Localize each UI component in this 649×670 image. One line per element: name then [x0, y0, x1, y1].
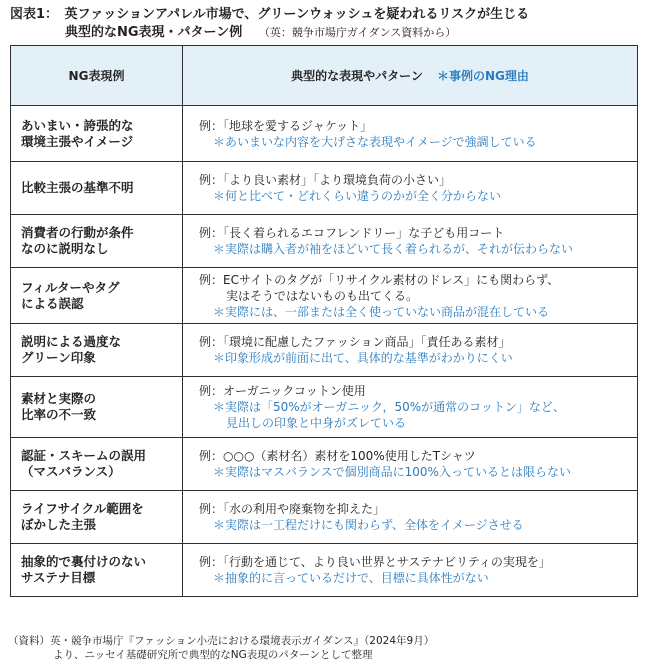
ng-reason-text	[199, 350, 637, 366]
example-text-line: 例：「環境に配慮したファッション商品」「責任ある素材」	[199, 335, 511, 349]
pattern-cell	[183, 162, 638, 215]
ng-reason-text-line: ＊印象形成が前面に出て、具体的な基準がわかりにくい	[213, 351, 513, 365]
ng-expression-label-line: 認証・スキームの誤用	[21, 448, 147, 463]
ng-expression-label	[11, 215, 183, 268]
table-row	[11, 162, 638, 215]
example-text	[199, 272, 637, 288]
table-row	[11, 377, 638, 438]
header-typical-pattern	[183, 46, 638, 106]
ng-expression-label-line: ライフサイクル範囲を	[21, 501, 144, 516]
pattern-cell	[183, 438, 638, 491]
example-text	[199, 172, 637, 188]
ng-expression-label	[11, 106, 183, 162]
example-text	[199, 288, 637, 304]
ng-expression-label-line: 説明による過度な	[21, 334, 122, 349]
figure-title	[10, 6, 640, 42]
title-note: （英：競争市場庁ガイダンス資料から）	[258, 26, 457, 39]
table-row	[11, 324, 638, 377]
ng-reason-text-line: ＊実際には、一部または全く使っていない商品が混在している	[213, 304, 550, 319]
ng-reason-text	[199, 464, 637, 480]
pattern-cell	[183, 491, 638, 544]
ng-reason-text-line: ＊あいまいな内容を大げさな表現やイメージで強調している	[213, 134, 537, 149]
ng-expression-label-line: フィルターやタグ	[21, 279, 120, 295]
ng-reason-text	[199, 399, 637, 415]
ng-reason-text-line: ＊実際は「50%がオーガニック，50%が通常のコットン」など、	[213, 400, 565, 414]
ng-expression-label-line: 消費者の行動が条件	[21, 225, 134, 240]
example-text-line: 例：「地球を愛するジャケット」	[199, 118, 373, 133]
pattern-cell	[183, 544, 638, 597]
example-text-line: 例：オーガニックコットン使用	[199, 384, 366, 398]
ng-expression-label	[11, 491, 183, 544]
ng-expression-table	[10, 45, 638, 597]
ng-expression-label-line: 抽象的で裏付けのない	[21, 554, 147, 569]
example-text	[199, 383, 637, 399]
pattern-cell	[183, 268, 638, 324]
ng-reason-text-line: ＊何と比べて・どれくらい違うのかが全く分からない	[213, 189, 502, 203]
ng-reason-text-line: ＊抽象的に言っているだけで、目標に具体性がない	[213, 571, 489, 585]
source-note	[8, 634, 434, 662]
ng-reason-text	[199, 304, 637, 320]
ng-reason-text	[199, 241, 637, 257]
ng-reason-text-line: ＊実際は一工程だけにも関わらず、全体をイメージさせる	[213, 518, 524, 532]
pattern-cell	[183, 215, 638, 268]
ng-expression-label-line: グリーン印象	[21, 350, 96, 365]
ng-expression-label-line: 比率の不一致	[21, 407, 97, 422]
ng-reason-text	[199, 134, 637, 150]
example-text	[199, 334, 637, 350]
table-header-row	[11, 46, 638, 106]
header-ng-reason-note: ＊事例のNG理由	[437, 69, 529, 83]
ng-expression-label-line: （マスバランス）	[21, 464, 121, 479]
example-text-line: 例：「行動を通じて、より良い世界とサステナビリティの実現を」	[199, 555, 551, 569]
ng-expression-label	[11, 268, 183, 324]
ng-reason-text	[199, 517, 637, 533]
ng-expression-label	[11, 438, 183, 491]
ng-reason-text-line: 見出しの印象と中身がズレている	[226, 416, 407, 430]
table-row	[11, 215, 638, 268]
ng-reason-text	[199, 570, 637, 586]
title-line-2: 典型的なNG表現・パターン例	[65, 25, 243, 40]
table-row	[11, 544, 638, 597]
ng-expression-label	[11, 162, 183, 215]
example-text	[199, 554, 637, 570]
example-text	[199, 225, 637, 241]
example-text	[199, 501, 637, 517]
source-line-2: より、ニッセイ基礎研究所で典型的なNG表現のパターンとして整理	[53, 649, 373, 661]
source-line-1: （資料）英・競争市場庁『ファッション小売における環境表示ガイダンス』（2024年9月）	[8, 635, 435, 647]
ng-expression-label-line: あいまい・誇張的な	[21, 117, 134, 133]
example-text-line: 実はそうではないものも出てくる。	[226, 288, 419, 303]
ng-expression-label	[11, 544, 183, 597]
example-text	[199, 118, 637, 134]
table-row	[11, 106, 638, 162]
ng-reason-text	[199, 415, 637, 431]
header-ng-example: NG表現例	[11, 46, 183, 106]
ng-expression-label-line: 環境主張やイメージ	[21, 133, 134, 149]
ng-reason-text-line: ＊実際はマスバランスで個別商品に100%入っているとは限らない	[213, 465, 571, 479]
example-text-line: 例：「水の利用や廃棄物を抑えた」	[199, 502, 386, 516]
table-row	[11, 268, 638, 324]
header-pattern-label: 典型的な表現やパターン	[291, 69, 423, 83]
ng-expression-label-line: 比較主張の基準不明	[21, 180, 134, 195]
table-row	[11, 438, 638, 491]
ng-expression-label-line: サステナ目標	[21, 570, 96, 585]
ng-expression-label-line: による誤認	[21, 295, 84, 311]
ng-expression-label-line: ぼかした主張	[21, 517, 97, 532]
ng-reason-text	[199, 188, 637, 204]
pattern-cell	[183, 377, 638, 438]
title-line-1: 図表1： 英ファッションアパレル市場で、グリーンウォッシュを疑われるリスクが生じる	[10, 7, 530, 22]
example-text-line: 例：ECサイトのタグが「リサイクル素材のドレス」にも関わらず、	[199, 272, 560, 287]
ng-expression-label	[11, 377, 183, 438]
example-text-line: 例：「長く着られるエコフレンドリー」な子ども用コート	[199, 226, 505, 240]
pattern-cell	[183, 106, 638, 162]
example-text-line: 例：「より良い素材」「より環境負荷の小さい」	[199, 173, 452, 187]
ng-expression-label	[11, 324, 183, 377]
ng-reason-text-line: ＊実際は購入者が袖をほどいて長く着られるが、それが伝わらない	[213, 242, 574, 256]
pattern-cell	[183, 324, 638, 377]
ng-expression-label-line: 素材と実際の	[21, 391, 97, 406]
ng-expression-label-line: なのに説明なし	[21, 241, 109, 256]
example-text-line: 例：○○○（素材名）素材を100%使用したTシャツ	[199, 449, 476, 463]
table-row	[11, 491, 638, 544]
example-text	[199, 448, 637, 464]
